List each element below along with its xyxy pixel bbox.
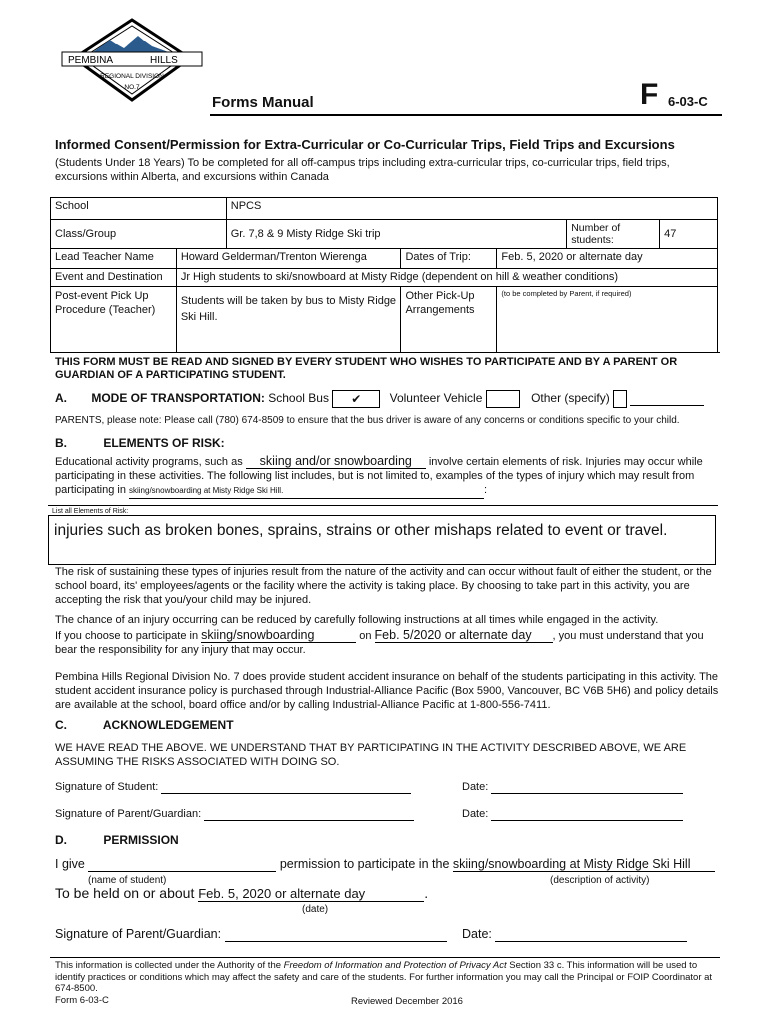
section-c-header: [55, 718, 234, 732]
participate-date-fill[interactable]: Feb. 5/2020 or alternate day: [375, 628, 553, 643]
list-label: List all Elements of Risk:: [52, 508, 129, 515]
parent-signature-row: [55, 808, 414, 821]
header-rule: [210, 114, 722, 116]
participate-activity-fill[interactable]: skiing/snowboarding: [201, 628, 356, 643]
p4-text-b: , you must understand that you: [552, 630, 704, 642]
school-value[interactable]: NPCS: [226, 198, 717, 220]
pickup-label: Post-event Pick Up Procedure (Teacher): [51, 287, 177, 353]
section-c-letter: C.: [55, 718, 67, 732]
volunteer-checkbox[interactable]: [486, 390, 520, 408]
division-logo: [52, 18, 212, 108]
student-signature-field[interactable]: [161, 781, 411, 794]
other-pickup-label: Other Pick-Up Arrangements: [401, 287, 497, 353]
section-rule: [50, 352, 720, 353]
risk-list-box[interactable]: [48, 515, 716, 565]
parent-signature-label: Signature of Parent/Guardian:: [55, 808, 202, 820]
injury-activity-fill[interactable]: skiing/snowboarding at Misty Ridge Ski Hill.: [129, 484, 484, 499]
date-caption: (date): [302, 904, 329, 915]
p4-text-a: If you choose to participate in: [55, 630, 199, 642]
parent-date-label: Date:: [462, 808, 489, 820]
section-d-header: [55, 833, 179, 847]
student-date-label: Date:: [462, 781, 489, 793]
event-label: Event and Destination: [51, 269, 177, 287]
list-rule: [48, 505, 718, 506]
foip-notice: [55, 960, 720, 995]
num-students-label: Number of students:: [567, 220, 660, 249]
volunteer-label: Volunteer Vehicle: [389, 391, 483, 406]
held-label: To be held on or about: [55, 885, 195, 901]
risk-paragraph-4: [55, 628, 725, 657]
final-signature-field[interactable]: [225, 927, 447, 942]
class-value[interactable]: Gr. 7,8 & 9 Misty Ridge Ski trip: [226, 220, 566, 249]
foip-text-a: This information is collected under the Authority of the: [55, 960, 284, 971]
school-bus-label: School Bus: [268, 391, 329, 406]
school-label: School: [51, 198, 227, 220]
held-row: To be held on or about Feb. 5, 2020 or alternate day .: [55, 885, 429, 901]
school-bus-checkbox[interactable]: [332, 390, 380, 408]
parents-note: PARENTS, please note: Please call (780) 674-8509 to ensure that the bus driver is aware of any concerns or conditions specific to your child.: [55, 415, 680, 426]
check-icon: ✔: [351, 392, 362, 406]
section-a-letter: A.: [55, 391, 67, 406]
activity-fill[interactable]: skiing and/or snowboarding: [246, 454, 426, 469]
other-label: Other (specify): [531, 391, 610, 406]
logo-line1: REGIONAL DIVISION: [100, 73, 164, 80]
trip-info-table: [50, 197, 718, 353]
student-date-field[interactable]: [491, 781, 683, 794]
form-number: Form 6-03-C: [55, 995, 109, 1006]
event-value[interactable]: Jr High students to ski/snowboard at Misty Ridge (dependent on hill & weather conditions): [176, 269, 717, 287]
dates-label: Dates of Trip:: [401, 249, 497, 269]
logo-line2: NO.7: [124, 84, 140, 91]
section-a: [55, 390, 704, 408]
risk-text-a: Educational activity programs, such as: [55, 456, 243, 468]
i-give-label: I give: [55, 857, 85, 871]
student-signature-label: Signature of Student:: [55, 781, 159, 793]
foip-act-name: Freedom of Information and Protection of Privacy Act: [283, 960, 507, 971]
reviewed-date: Reviewed December 2016: [351, 996, 463, 1007]
page-title: Informed Consent/Permission for Extra-Curricular or Co-Curricular Trips, Field Trips and Excursions: [55, 137, 675, 152]
form-letter: F: [640, 78, 659, 111]
section-d-heading: PERMISSION: [103, 833, 179, 847]
pickup-value[interactable]: Students will be taken by bus to Misty Ridge Ski Hill.: [176, 287, 401, 353]
section-b-heading: ELEMENTS OF RISK:: [103, 436, 225, 450]
parent-signature-field[interactable]: [204, 808, 414, 821]
num-students-value[interactable]: 47: [660, 220, 718, 249]
foip-text-b: Section 33 c. This information will be used to identify practices or conditions which may affect the safety and care of the students. For further information you may call the Principal or FOIP Coordinator at 674-8500.: [55, 960, 713, 994]
section-b-header: [55, 436, 225, 450]
must-read-notice: THIS FORM MUST BE READ AND SIGNED BY EVERY STUDENT WHO WISHES TO PARTICIPATE AND BY A PARENT OR GUARDIAN OF A PARTICIPATING STUDENT.: [55, 356, 678, 381]
held-date-field[interactable]: Feb. 5, 2020 or alternate day: [198, 886, 424, 902]
final-date-field[interactable]: [495, 927, 687, 942]
final-signature-row: [55, 927, 447, 942]
student-signature-row: [55, 781, 411, 794]
risk-paragraph-2: The risk of sustaining these types of injuries result from the nature of the activity and can occur without fault of either the student, or the school board, its' employees/agents or the facility where the activity is taking place. By choosing to take part in this activity, you are accepting the risk that you/your child may be injured.: [55, 566, 712, 606]
manual-title: Forms Manual: [212, 94, 314, 111]
name-caption: (name of student): [88, 875, 167, 886]
permission-label: permission to participate in the: [279, 857, 450, 871]
activity-description-field[interactable]: skiing/snowboarding at Misty Ridge Ski Hill: [453, 857, 715, 872]
final-date-label: Date:: [462, 927, 492, 941]
risk-list-text: injuries such as broken bones, sprains, strains or other mishaps related to event or travel.: [54, 522, 668, 539]
page-subtitle: (Students Under 18 Years) To be completed for all off-campus trips including extra-curricular trips, co-curricular trips, field trips, excursions within Alberta, and excursions within Canada: [55, 157, 670, 183]
class-label: Class/Group: [51, 220, 227, 249]
acknowledgement-text: WE HAVE READ THE ABOVE. WE UNDERSTAND THAT BY PARTICIPATING IN THE ACTIVITY DESCRIBED ABOVE, WE ARE ASSUMING THE RISKS ASSOCIATED WITH DOING SO.: [55, 742, 687, 768]
logo-name1: PEMBINA: [68, 55, 114, 66]
student-name-field[interactable]: [88, 857, 276, 872]
parent-note[interactable]: (to be completed by Parent, if required): [497, 287, 718, 353]
logo-name2: HILLS: [150, 55, 178, 66]
section-b-letter: B.: [55, 436, 67, 450]
final-date-row: [462, 927, 687, 942]
lead-teacher-label: Lead Teacher Name: [51, 249, 177, 269]
other-specify-field[interactable]: [630, 391, 704, 406]
parent-date-field[interactable]: [491, 808, 683, 821]
activity-caption: (description of activity): [550, 875, 650, 886]
permission-row: [55, 857, 715, 872]
insurance-paragraph: Pembina Hills Regional Division No. 7 does provide student accident insurance on behalf of the students participating in this activity. The student accident insurance policy is purchased through Industrial-Alliance Pacific (Box 5900, Vancouver, BC V6B 5H6) and policy details are available at the school, board office and/or by calling Industrial-Alliance Pacific at 1-800-556-7411.: [55, 671, 719, 711]
p4-text-c: bear the responsibility for any injury that may occur.: [55, 644, 306, 656]
risk-text-b: involve certain elements of risk. Injuries may occur while participating in these activities. The following list includes, but is not limited to, examples of the types of injury which may result from participating in: [55, 456, 703, 496]
p4-on: on: [359, 630, 372, 642]
parent-date-row: [462, 808, 683, 821]
dates-value[interactable]: Feb. 5, 2020 or alternate day: [497, 249, 718, 269]
section-c-heading: ACKNOWLEDGEMENT: [102, 718, 234, 732]
form-code: 6-03-C: [668, 94, 708, 109]
risk-paragraph-3: The chance of an injury occurring can be reduced by carefully following instructions at all times while engaged in the activity.: [55, 614, 659, 626]
other-checkbox[interactable]: [613, 390, 627, 408]
risk-paragraph-1: Educational activity programs, such as skiing and/or snowboarding involve certain elements of risk. Injuries may occur while participating in these activities. The following list includes, but is not limited to, examples of the types of injury which may result from participating in skiing/snowboarding at Misty Ridge Ski Hill. :: [55, 454, 723, 499]
lead-teacher-value[interactable]: Howard Gelderman/Trenton Wierenga: [176, 249, 401, 269]
student-date-row: [462, 781, 683, 794]
footer-rule: [50, 957, 720, 958]
section-d-letter: D.: [55, 833, 67, 847]
section-a-heading: MODE OF TRANSPORTATION:: [91, 391, 265, 406]
final-signature-label: Signature of Parent/Guardian:: [55, 927, 222, 941]
